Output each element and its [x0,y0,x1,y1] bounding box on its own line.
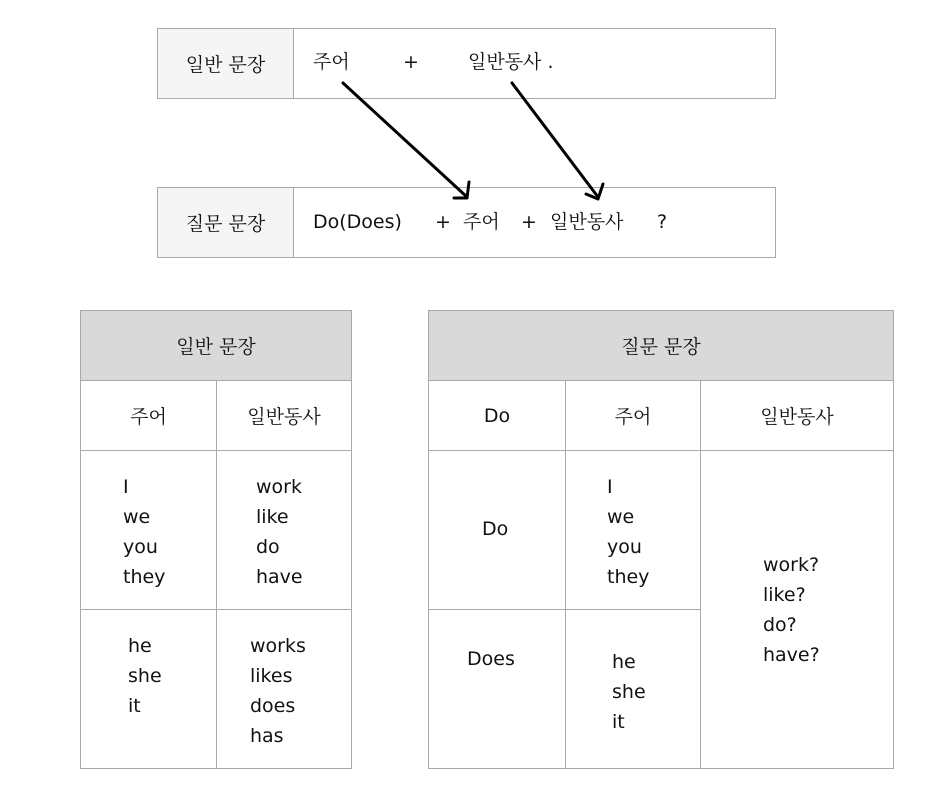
list-item: work? [763,554,820,576]
statement-col-verb: 일반동사 [216,380,352,451]
statement-subject: 주어 [313,51,350,73]
question-col-subject: 주어 [565,380,701,451]
list-item: have? [763,644,820,666]
list-item: it [128,695,141,717]
question-row2-subject-list [612,647,646,737]
list-item: he [612,651,636,673]
question-row2-aux-cell [428,609,566,769]
list-item: has [250,725,284,747]
statement-row1-subject-list [123,472,165,592]
list-item: we [607,506,635,528]
list-item: we [123,506,151,528]
verb-arrow-line [512,83,598,197]
question-pattern-label: 질문 문장 [158,188,294,257]
question-col-do: Do [428,380,566,451]
question-row1-subject-list [607,472,649,592]
statement-row2-subject-list [128,631,162,721]
list-item: does [250,695,296,717]
list-item: likes [250,665,293,687]
question-verb-list [763,550,820,670]
list-item: he [128,635,152,657]
list-item: they [123,566,166,588]
list-item: they [607,566,650,588]
statement-row2-verb-list [250,631,306,751]
statement-col-subject: 주어 [80,380,217,451]
question-row1-aux: Do [482,518,509,540]
list-item: she [128,665,162,687]
list-item: I [123,476,129,498]
list-item: I [607,476,613,498]
statement-table-title: 일반 문장 [80,310,352,381]
question-mark: ? [657,211,668,233]
statement-plus: + [403,51,419,73]
question-plus-2: + [521,211,537,233]
list-item: work [256,476,302,498]
list-item: you [607,536,642,558]
statement-verb: 일반동사 . [468,51,554,73]
question-subject: 주어 [463,211,500,233]
list-item: have [256,566,303,588]
statement-pattern-box [157,28,776,99]
list-item: she [612,681,646,703]
list-item: like? [763,584,806,606]
question-plus-1: + [435,211,451,233]
question-table-title: 질문 문장 [428,310,894,381]
statement-row1-verb-list [256,472,303,592]
list-item: works [250,635,306,657]
question-verb: 일반동사 [550,211,624,233]
subject-arrow-line [343,83,467,197]
list-item: it [612,711,625,733]
list-item: do [256,536,280,558]
question-aux: Do(Does) [313,211,402,233]
statement-pattern-label: 일반 문장 [158,29,294,98]
question-col-verb: 일반동사 [700,380,894,451]
list-item: like [256,506,289,528]
question-row2-aux: Does [467,648,515,670]
list-item: you [123,536,158,558]
list-item: do? [763,614,797,636]
